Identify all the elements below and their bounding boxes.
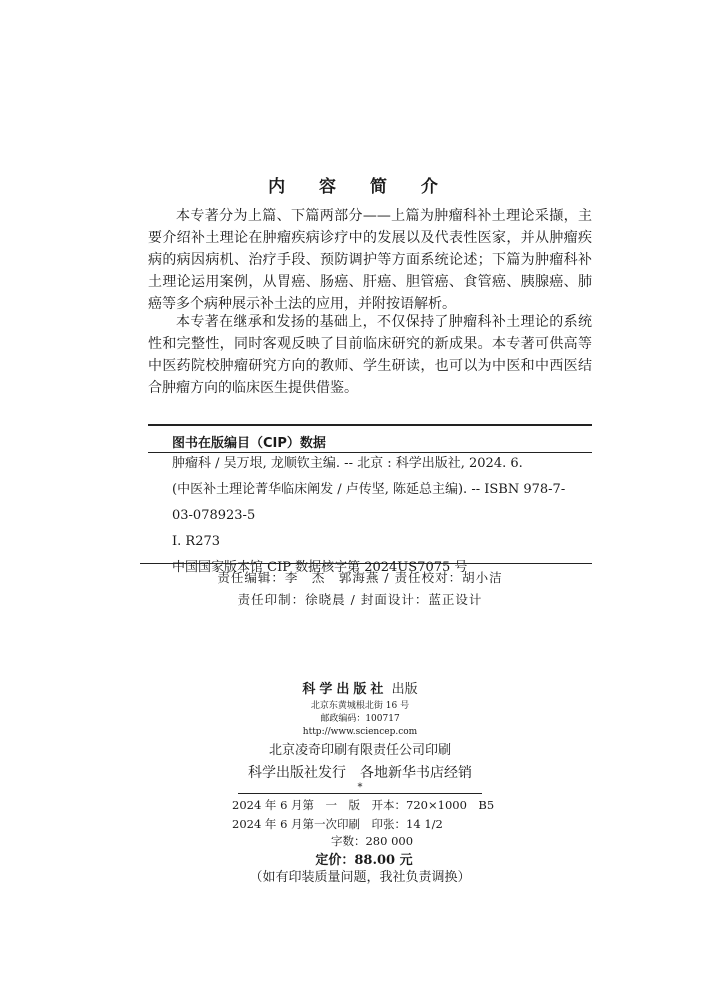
edition-line-2: 2024 年 6 月第一次印刷 印张：14 1/2 xyxy=(232,817,443,831)
word-count: 字数：280 000 xyxy=(330,834,414,848)
printer-line: 北京凌奇印刷有限责任公司印刷 xyxy=(268,743,451,758)
summary-paragraph-1: 本专著分为上篇、下篇两部分——上篇为肿瘤科补土理论采撷，主要介绍补土理论在肿瘤疾病诊疗中的发展以及代表性医家，并从肿瘤疾病的病因病机、治疗手段、预防调护等方面系统论述；下篇为肿瘤科补土理论运用案例，从胃癌、肠癌、肝癌、胆管癌、食管癌、胰腺癌、肺癌等多个病种展示补土法的应用，并附按语解析。 xyxy=(148,208,592,312)
publisher-postcode: 邮政编码：100717 xyxy=(320,714,400,724)
cip-line-4: Ⅰ. R273 xyxy=(172,534,221,549)
cip-heading: 图书在版编目（CIP）数据 xyxy=(172,436,326,451)
cip-top-rule xyxy=(148,424,592,426)
production-credits: 责任印制：徐晓晨 / 封面设计：蓝正设计 xyxy=(237,592,483,607)
cip-bottom-rule xyxy=(140,563,592,564)
summary-title: 内 容 简 介 xyxy=(268,177,452,197)
editor-credits: 责任编辑：李 杰 郭海燕 / 责任校对：胡小洁 xyxy=(217,570,503,585)
publisher-name: 科学出版社 xyxy=(302,682,388,697)
publisher-suffix: 出版 xyxy=(391,682,418,697)
cip-line-1: 肿瘤科 / 吴万垠, 龙顺钦主编. -- 北京 : 科学出版社, 2024. 6. xyxy=(172,456,523,471)
publisher-line xyxy=(0,678,720,697)
cip-line-3: 03-078923-5 xyxy=(172,508,256,523)
cip-line-2: (中医补土理论菁华临床阐发 / 卢传坚, 陈延总主编). -- ISBN 978-7- xyxy=(172,482,566,497)
publisher-address: 北京东黄城根北街 16 号 xyxy=(310,701,410,711)
cip-line-5: 中国国家版本馆 CIP 数据核字第 2024US7075 号 xyxy=(172,560,468,575)
edition-line-1: 2024 年 6 月第 一 版 开本：720×1000 B5 xyxy=(232,798,495,812)
summary-paragraph-2: 本专著在继承和发扬的基础上，不仅保持了肿瘤科补土理论的系统性和完整性，同时客观反映了目前临床研究的新成果。本专著可供高等中医药院校肿瘤研究方向的教师、学生研读，也可以为中医和中西医结合肿瘤方向的临床医生提供借鉴。 xyxy=(148,314,592,396)
separator-star: * xyxy=(357,782,363,793)
price: 定价：88.00 元 xyxy=(315,853,413,868)
distribution-line: 科学出版社发行 各地新华书店经销 xyxy=(248,765,472,781)
publisher-website: http://www.sciencep.com xyxy=(302,727,418,737)
edition-rule xyxy=(238,793,482,794)
quality-note: （如有印装质量问题，我社负责调换） xyxy=(249,870,471,885)
